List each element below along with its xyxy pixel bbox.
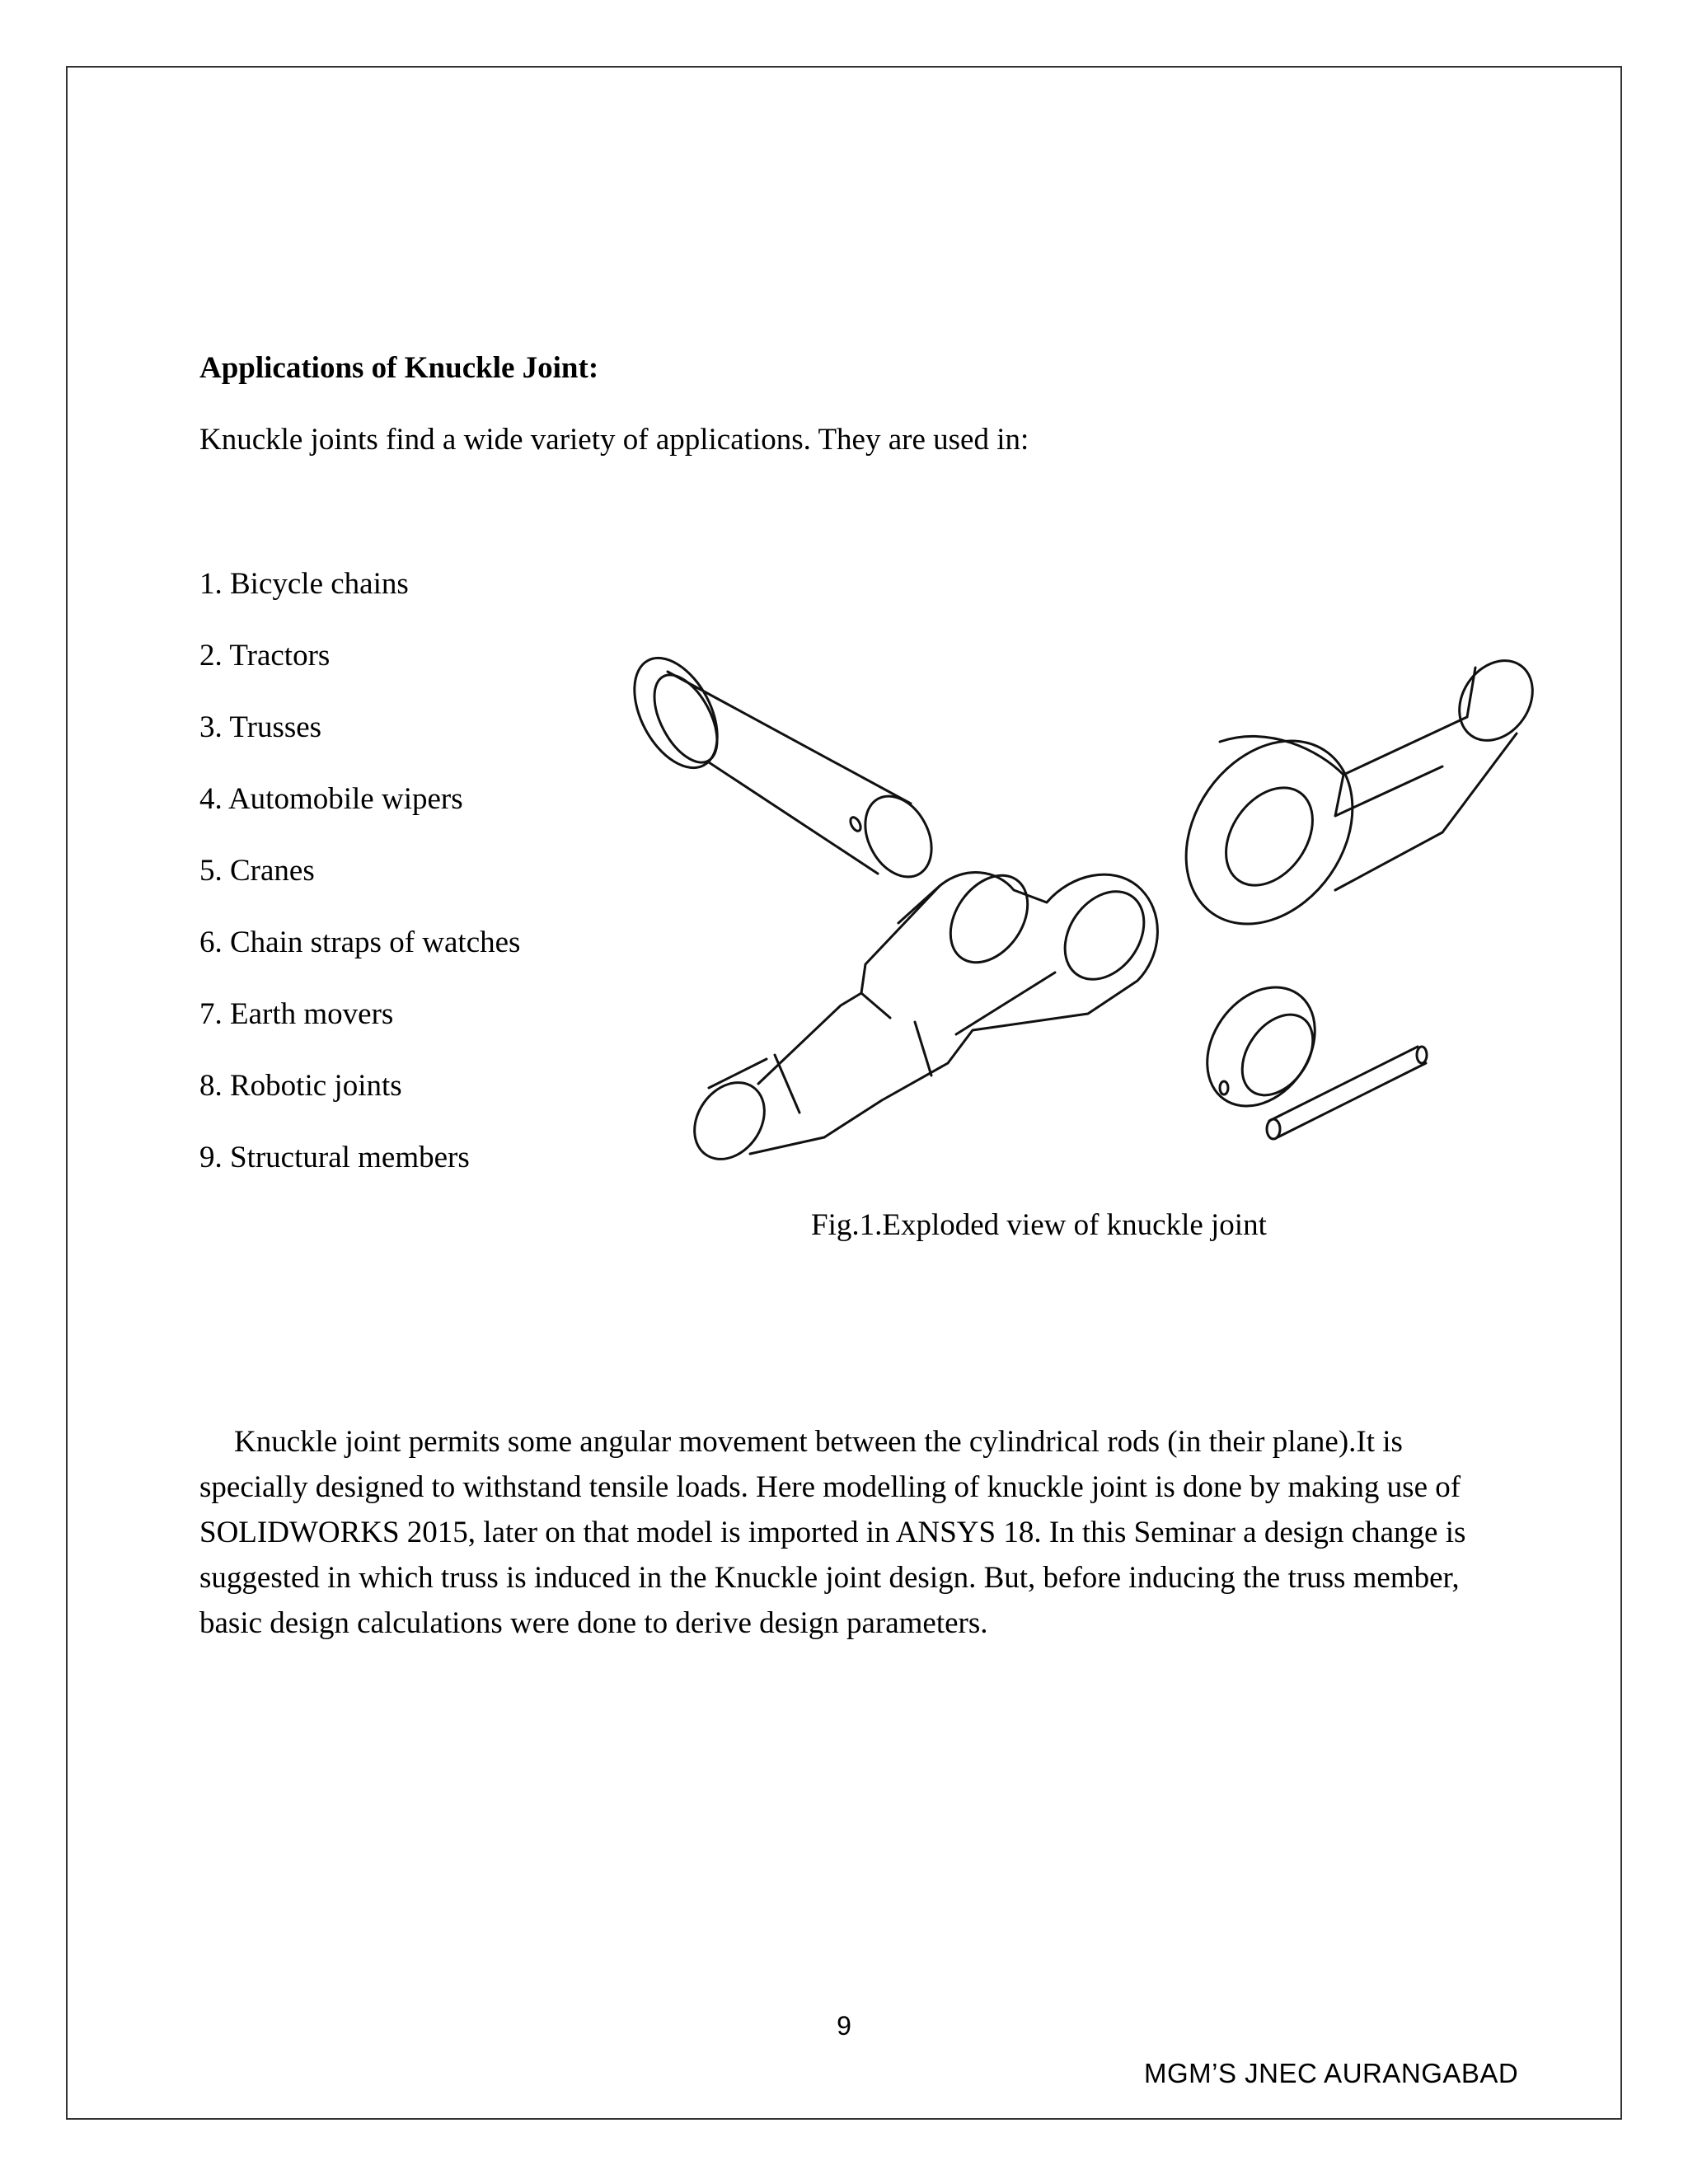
eye-end bbox=[1151, 646, 1547, 955]
figure-caption: Fig.1.Exploded view of knuckle joint bbox=[811, 1208, 1267, 1242]
list-item: 6. Chain straps of watches bbox=[199, 926, 521, 959]
applications-list bbox=[199, 563, 520, 1208]
list-item: 3. Trusses bbox=[199, 710, 322, 744]
list-item: 4. Automobile wipers bbox=[199, 782, 463, 816]
list-item: 1. Bicycle chains bbox=[199, 567, 409, 601]
footer-text: MGM’S JNEC AURANGABAD bbox=[1144, 2058, 1519, 2088]
paragraph-text: Knuckle joint permits some angular movement between the cylindrical rods (in their plane).It is specially designed to withstand tensile loads. Here modelling of knuckle joint is done by making use of SOLIDWORKS 2015, later on that model is imported in ANSYS 18. In this Seminar a design change is suggested in which truss is induced in the Knuckle joint design. But, before inducing the truss member, basic design calculations were done to derive design parameters. bbox=[199, 1425, 1466, 1640]
collar bbox=[1185, 967, 1337, 1127]
knuckle-joint-figure bbox=[610, 626, 1566, 1203]
fork-end bbox=[680, 861, 1160, 1173]
intro-text: Knuckle joints find a wide variety of applications. They are used in: bbox=[199, 423, 1029, 457]
list-item: 5. Cranes bbox=[199, 854, 315, 888]
section-heading: Applications of Knuckle Joint: bbox=[199, 351, 599, 385]
list-item: 8. Robotic joints bbox=[199, 1069, 402, 1103]
body-paragraph bbox=[199, 1419, 1485, 1646]
list-item: 2. Tractors bbox=[199, 639, 331, 673]
taper-pin bbox=[1267, 1047, 1427, 1139]
list-item: 7. Earth movers bbox=[199, 997, 394, 1031]
list-item: 9. Structural members bbox=[199, 1141, 470, 1174]
page-number: 9 bbox=[837, 2011, 851, 2041]
knuckle-pin bbox=[617, 644, 945, 888]
